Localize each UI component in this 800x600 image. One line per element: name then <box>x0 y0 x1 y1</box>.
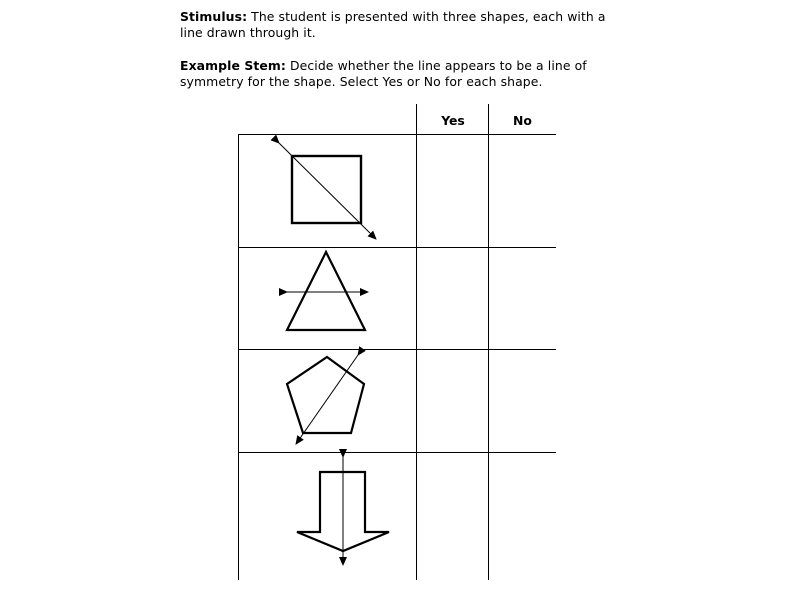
stimulus-body: The student is presented with three shapes, each with a line drawn through it. <box>180 9 606 40</box>
arrow-shape <box>297 457 389 565</box>
example-stem-body: Decide whether the line appears to be a line of symmetry for the shape. Select Yes or No for each shape. <box>180 58 587 89</box>
answer-cell-yes-square[interactable] <box>418 135 488 246</box>
answer-cell-no-square[interactable] <box>490 135 554 246</box>
answer-cell-no-pentagon[interactable] <box>490 350 554 451</box>
triangle-shape <box>287 252 368 330</box>
column-header-yes: Yes <box>441 113 465 128</box>
answer-cell-yes-arrow[interactable] <box>418 453 488 579</box>
square-shape <box>279 143 376 239</box>
example-stem-label: Example Stem: <box>180 58 286 73</box>
pentagon-diagonal-line <box>296 355 358 444</box>
column-header-no: No <box>513 113 532 128</box>
stimulus-label: Stimulus: <box>180 9 248 24</box>
answer-cell-no-arrow[interactable] <box>490 453 554 579</box>
answer-cell-yes-pentagon[interactable] <box>418 350 488 451</box>
pentagon-shape <box>287 355 364 444</box>
answer-cell-no-triangle[interactable] <box>490 248 554 348</box>
answer-cell-yes-triangle[interactable] <box>418 248 488 348</box>
